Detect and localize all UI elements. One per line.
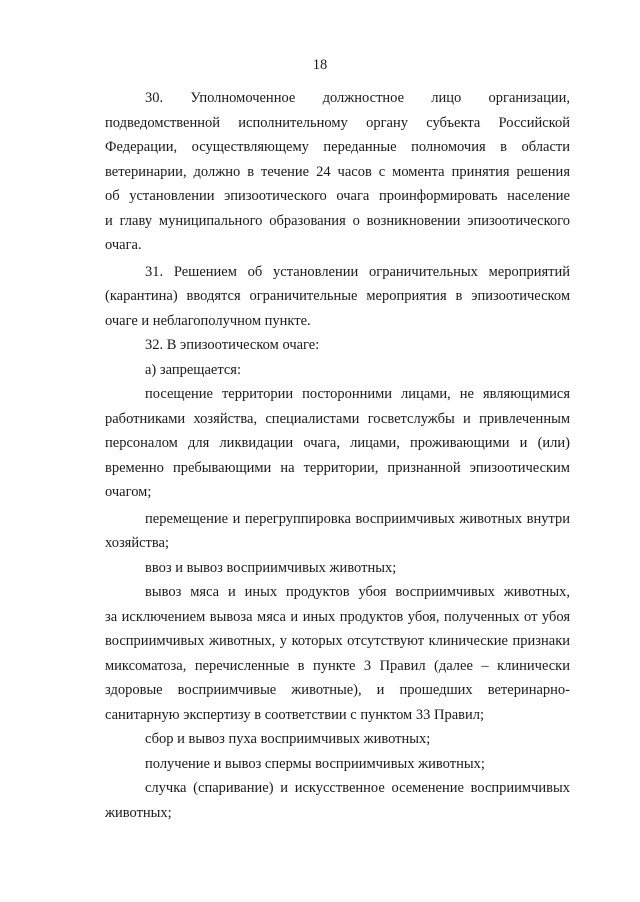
text-line: и главу муниципального образования о возникновении эпизоотического	[105, 212, 570, 229]
text-line: очага.	[105, 237, 142, 253]
text-line: санитарную экспертизу в соответствии с пунктом 33 Правил;	[105, 706, 485, 723]
text-line: хозяйства;	[105, 535, 169, 551]
text-line: персоналом для ликвидации очага, лицами, проживающими и (или)	[105, 435, 570, 451]
text-line: за исключением вывоза мяса и иных продуктов убоя, полученных от убоя	[105, 608, 570, 625]
text-line: (карантина) вводятся ограничительные мероприятия в эпизоотическом	[105, 288, 570, 304]
text-line: перемещение и перегруппировка восприимчивых животных внутри	[145, 510, 570, 527]
text-line: восприимчивых животных, у которых отсутствуют клинические признаки	[105, 633, 570, 649]
text-line: посещение территории посторонними лицами, не являющимися	[145, 386, 570, 402]
text-line: ввоз и вывоз восприимчивых животных;	[145, 559, 397, 576]
text-line: подведомственной исполнительному органу субъекта Российской	[105, 114, 570, 131]
text-line: Федерации, осуществляющему переданные полномочия в области	[105, 139, 570, 155]
text-line: а) запрещается:	[145, 361, 241, 378]
text-line: здоровые восприимчивые животные), и прошедших ветеринарно-	[105, 682, 570, 698]
text-line: очагом;	[105, 484, 152, 500]
text-line: работниками хозяйства, специалистами госветслужбы и привлеченным	[105, 410, 570, 427]
page-number: 18	[312, 57, 328, 73]
text-line: сбор и вывоз пуха восприимчивых животных;	[145, 731, 431, 747]
text-line: очаге и неблагополучном пункте.	[105, 312, 311, 329]
text-line: животных;	[105, 804, 172, 821]
text-line: 31. Решением об установлении ограничительных мероприятий	[145, 263, 570, 280]
text-line: миксоматоза, перечисленные в пункте 3 Правил (далее – клинически	[105, 657, 570, 674]
document-body	[105, 86, 570, 825]
text-line: ветеринарии, должно в течение 24 часов с момента принятия решения	[105, 163, 570, 180]
text-line: случка (спаривание) и искусственное осеменение восприимчивых	[145, 780, 570, 796]
text-line: об установлении эпизоотического очага проинформировать население	[105, 188, 570, 204]
text-line: временно пребывающими на территории, признанной эпизоотическим	[105, 459, 570, 476]
text-line: 30. Уполномоченное должностное лицо организации,	[145, 90, 570, 106]
text-line: получение и вывоз спермы восприимчивых животных;	[145, 755, 485, 772]
text-line: 32. В эпизоотическом очаге:	[145, 337, 320, 353]
text-line: вывоз мяса и иных продуктов убоя восприимчивых животных,	[145, 584, 570, 600]
